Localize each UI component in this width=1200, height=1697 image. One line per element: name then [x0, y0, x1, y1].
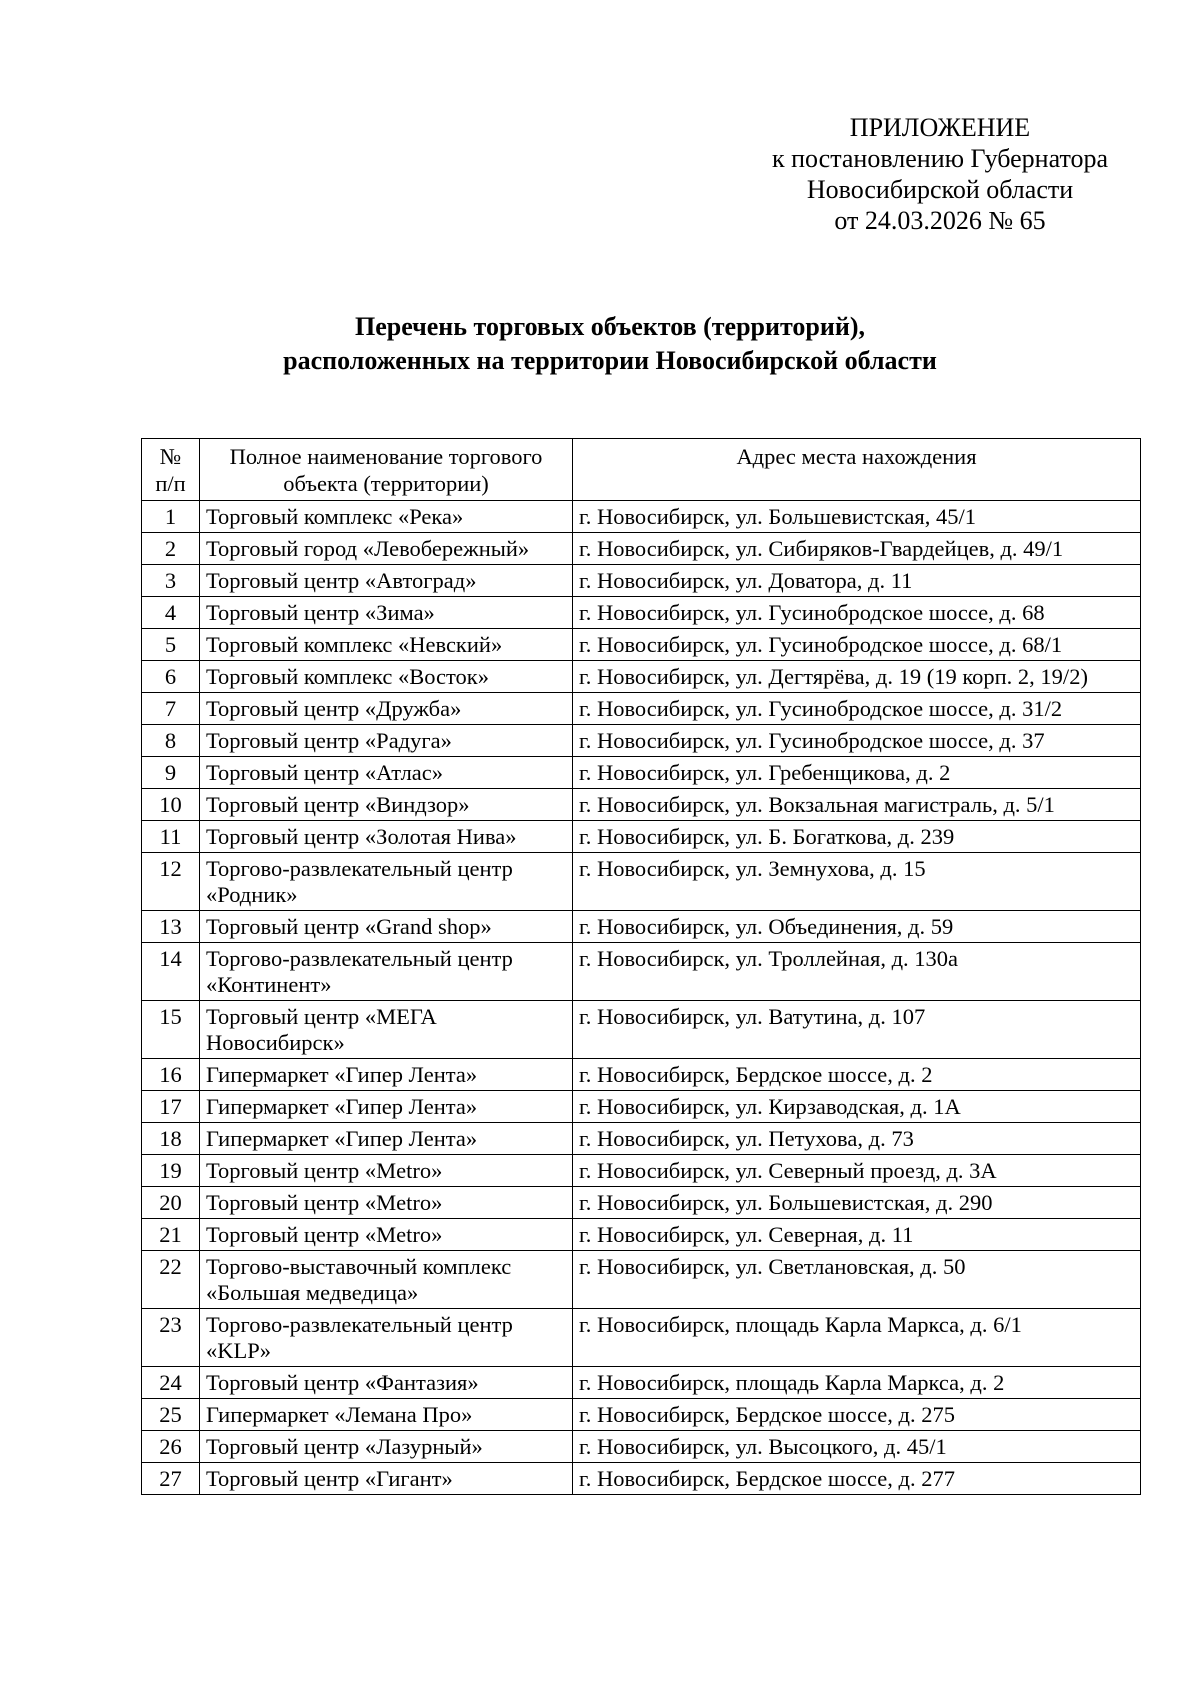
object-address: г. Новосибирск, ул. Большевистская, д. 290 — [573, 1187, 1141, 1219]
object-address: г. Новосибирск, ул. Троллейная, д. 130а — [573, 943, 1141, 1001]
row-number: 14 — [142, 943, 200, 1001]
table-row — [142, 1431, 1141, 1463]
table-row — [142, 1251, 1141, 1309]
header-num: № п/п — [142, 439, 200, 501]
object-address: г. Новосибирск, ул. Северная, д. 11 — [573, 1219, 1141, 1251]
row-number: 12 — [142, 853, 200, 911]
appendix-resolution: к постановлению Губернатора — [771, 144, 1109, 173]
row-number: 19 — [142, 1155, 200, 1187]
object-name: Гипермаркет «Гипер Лента» — [200, 1123, 573, 1155]
table-row — [142, 1059, 1141, 1091]
object-address: г. Новосибирск, ул. Б. Богаткова, д. 239 — [573, 821, 1141, 853]
row-number: 17 — [142, 1091, 200, 1123]
object-address: г. Новосибирск, ул. Дегтярёва, д. 19 (19 корп. 2, 19/2) — [573, 661, 1141, 693]
row-number: 22 — [142, 1251, 200, 1309]
table-row — [142, 943, 1141, 1001]
object-address: г. Новосибирск, ул. Высоцкого, д. 45/1 — [573, 1431, 1141, 1463]
row-number: 21 — [142, 1219, 200, 1251]
object-address: г. Новосибирск, Бердское шоссе, д. 275 — [573, 1399, 1141, 1431]
object-address: г. Новосибирск, ул. Гусинобродское шоссе, д. 31/2 — [573, 693, 1141, 725]
table-header-row — [142, 439, 1141, 501]
row-number: 11 — [142, 821, 200, 853]
object-name: Торговый центр «Metro» — [200, 1219, 573, 1251]
object-address: г. Новосибирск, ул. Объединения, д. 59 — [573, 911, 1141, 943]
table-row — [142, 821, 1141, 853]
row-number: 25 — [142, 1399, 200, 1431]
object-name: Гипермаркет «Лемана Про» — [200, 1399, 573, 1431]
object-address: г. Новосибирск, ул. Гусинобродское шоссе, д. 68/1 — [573, 629, 1141, 661]
table-row — [142, 853, 1141, 911]
appendix-region: Новосибирской области — [806, 175, 1074, 204]
object-name: Торговый центр «Grand shop» — [200, 911, 573, 943]
object-name: Торговый центр «Лазурный» — [200, 1431, 573, 1463]
table-row — [142, 597, 1141, 629]
row-number: 27 — [142, 1463, 200, 1495]
row-number: 18 — [142, 1123, 200, 1155]
object-name: Торговый комплекс «Невский» — [200, 629, 573, 661]
row-number: 5 — [142, 629, 200, 661]
object-address: г. Новосибирск, площадь Карла Маркса, д. 2 — [573, 1367, 1141, 1399]
table-row — [142, 501, 1141, 533]
row-number: 4 — [142, 597, 200, 629]
table-row — [142, 757, 1141, 789]
table-row — [142, 911, 1141, 943]
document-title — [130, 310, 1090, 378]
object-name: Торговый центр «Атлас» — [200, 757, 573, 789]
object-name: Торгово-развлекательный центр «Родник» — [200, 853, 573, 911]
row-number: 16 — [142, 1059, 200, 1091]
object-name: Торговый центр «Золотая Нива» — [200, 821, 573, 853]
table-row — [142, 1091, 1141, 1123]
object-name: Торговый центр «Радуга» — [200, 725, 573, 757]
object-address: г. Новосибирск, ул. Гусинобродское шоссе, д. 37 — [573, 725, 1141, 757]
table-row — [142, 1309, 1141, 1367]
object-name: Торговый центр «Гигант» — [200, 1463, 573, 1495]
table-row — [142, 1463, 1141, 1495]
object-name: Торговый центр «Автоград» — [200, 565, 573, 597]
object-address: г. Новосибирск, ул. Гребенщикова, д. 2 — [573, 757, 1141, 789]
object-name: Торговый центр «Дружба» — [200, 693, 573, 725]
object-name: Торговый центр «Фантазия» — [200, 1367, 573, 1399]
object-address: г. Новосибирск, ул. Светлановская, д. 50 — [573, 1251, 1141, 1309]
table-row — [142, 1001, 1141, 1059]
object-address: г. Новосибирск, ул. Гусинобродское шоссе, д. 68 — [573, 597, 1141, 629]
object-address: г. Новосибирск, ул. Доватора, д. 11 — [573, 565, 1141, 597]
row-number: 23 — [142, 1309, 200, 1367]
object-name: Торгово-развлекательный центр «KLP» — [200, 1309, 573, 1367]
object-address: г. Новосибирск, ул. Ватутина, д. 107 — [573, 1001, 1141, 1059]
header-name: Полное наименование торгового объекта (территории) — [200, 439, 573, 501]
table-row — [142, 1187, 1141, 1219]
object-name: Торгово-выставочный комплекс «Большая медведица» — [200, 1251, 573, 1309]
table-row — [142, 1123, 1141, 1155]
object-name: Торговый центр «МЕГА Новосибирск» — [200, 1001, 573, 1059]
header-address: Адрес места нахождения — [573, 439, 1141, 501]
object-name: Торговый город «Левобережный» — [200, 533, 573, 565]
row-number: 24 — [142, 1367, 200, 1399]
table-row — [142, 1219, 1141, 1251]
document-title-line2: расположенных на территории Новосибирской области — [283, 346, 937, 375]
object-address: г. Новосибирск, ул. Земнухова, д. 15 — [573, 853, 1141, 911]
table-row — [142, 789, 1141, 821]
object-name: Гипермаркет «Гипер Лента» — [200, 1091, 573, 1123]
table-row — [142, 1399, 1141, 1431]
object-address: г. Новосибирск, площадь Карла Маркса, д. 6/1 — [573, 1309, 1141, 1367]
table-row — [142, 1367, 1141, 1399]
object-address: г. Новосибирск, ул. Северный проезд, д. 3А — [573, 1155, 1141, 1187]
table-row — [142, 1155, 1141, 1187]
object-name: Торговый центр «Зима» — [200, 597, 573, 629]
object-address: г. Новосибирск, Бердское шоссе, д. 2 — [573, 1059, 1141, 1091]
object-address: г. Новосибирск, ул. Петухова, д. 73 — [573, 1123, 1141, 1155]
object-name: Торговый центр «Metro» — [200, 1187, 573, 1219]
row-number: 10 — [142, 789, 200, 821]
object-name: Торговый центр «Виндзор» — [200, 789, 573, 821]
appendix-label: ПРИЛОЖЕНИЕ — [849, 113, 1031, 142]
row-number: 20 — [142, 1187, 200, 1219]
row-number: 9 — [142, 757, 200, 789]
appendix-header — [700, 112, 1180, 236]
row-number: 8 — [142, 725, 200, 757]
object-address: г. Новосибирск, ул. Вокзальная магистраль, д. 5/1 — [573, 789, 1141, 821]
object-name: Гипермаркет «Гипер Лента» — [200, 1059, 573, 1091]
row-number: 13 — [142, 911, 200, 943]
row-number: 2 — [142, 533, 200, 565]
appendix-date-number: от 24.03.2026 № 65 — [834, 206, 1046, 235]
document-title-line1: Перечень торговых объектов (территорий), — [354, 312, 866, 341]
object-address: г. Новосибирск, ул. Кирзаводская, д. 1А — [573, 1091, 1141, 1123]
trade-objects-table — [141, 438, 1141, 1495]
object-name: Торгово-развлекательный центр «Континент» — [200, 943, 573, 1001]
table-row — [142, 629, 1141, 661]
object-address: г. Новосибирск, ул. Сибиряков-Гвардейцев, д. 49/1 — [573, 533, 1141, 565]
object-address: г. Новосибирск, ул. Большевистская, 45/1 — [573, 501, 1141, 533]
object-name: Торговый комплекс «Восток» — [200, 661, 573, 693]
table-row — [142, 565, 1141, 597]
object-name: Торговый комплекс «Река» — [200, 501, 573, 533]
row-number: 1 — [142, 501, 200, 533]
row-number: 15 — [142, 1001, 200, 1059]
row-number: 3 — [142, 565, 200, 597]
table-row — [142, 693, 1141, 725]
table-row — [142, 725, 1141, 757]
object-name: Торговый центр «Metro» — [200, 1155, 573, 1187]
object-address: г. Новосибирск, Бердское шоссе, д. 277 — [573, 1463, 1141, 1495]
table-row — [142, 533, 1141, 565]
table-row — [142, 661, 1141, 693]
row-number: 26 — [142, 1431, 200, 1463]
row-number: 7 — [142, 693, 200, 725]
row-number: 6 — [142, 661, 200, 693]
